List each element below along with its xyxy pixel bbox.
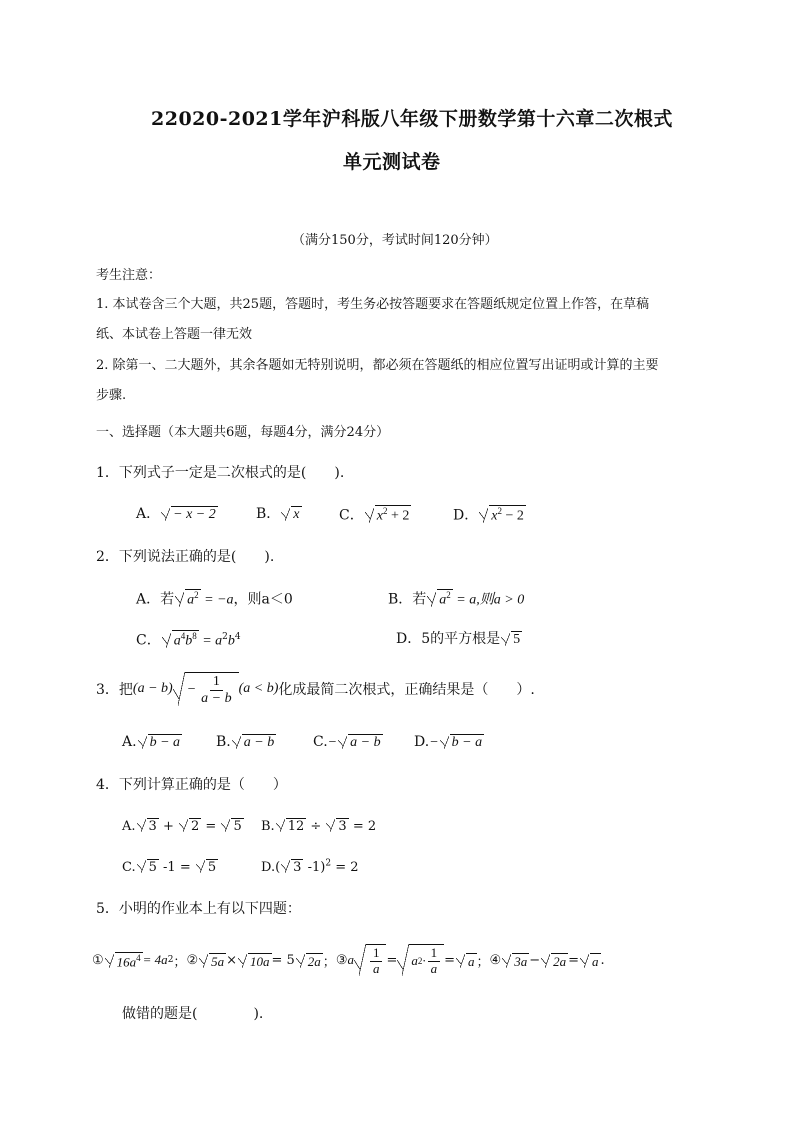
question-4-option-d: [261, 857, 359, 875]
question-5-statements: [92, 938, 605, 982]
radicand: a: [592, 953, 599, 969]
notice-item1-line1: 1. 本试卷含三个大题，共25题，答题时，考生务必按答题要求在答题纸规定位置上作答，在草稿: [96, 297, 650, 312]
option-label: C．: [136, 632, 161, 649]
question-3-option-c: [313, 732, 383, 751]
equals: =: [201, 819, 221, 834]
question-2-option-c: [136, 628, 241, 650]
option-label: D.: [414, 734, 430, 750]
operator: ÷: [306, 819, 326, 834]
option-label: A．若: [136, 591, 175, 608]
question-4-option-a: [122, 816, 244, 834]
coefficient: a: [347, 952, 354, 967]
equals: =: [444, 952, 456, 968]
radicand: 2: [190, 819, 200, 834]
page-title-line1: 22020-2021学年沪科版八年级下册数学第十六章二次根式: [151, 108, 673, 130]
equation-rhs: = a: [198, 633, 223, 649]
paren-open: (: [275, 860, 281, 875]
equals: =: [568, 952, 580, 968]
radicand: 5a: [211, 953, 225, 969]
option-label: A．: [136, 506, 161, 522]
dot-operator: ·: [422, 953, 426, 968]
equals: = 2: [331, 860, 359, 875]
notice-heading: 考生注意：: [96, 268, 162, 283]
exponent: 2: [222, 632, 228, 642]
question-1-stem: 1．下列式子一定是二次根式的是( ).: [96, 465, 345, 481]
radicand: 3: [338, 819, 347, 834]
question-3-prefix: 3．把: [96, 682, 133, 698]
end-mark: .: [600, 952, 605, 968]
exponent: 2: [194, 590, 199, 600]
question-5-prompt: 做错的题是( ).: [122, 1006, 264, 1022]
question-4-option-c: [122, 857, 218, 875]
exponent: 2: [497, 506, 502, 516]
question-5-stem: 5．小明的作业本上有以下四题：: [96, 901, 301, 917]
radicand: 5: [148, 860, 157, 875]
fraction-numerator: 1: [370, 946, 383, 961]
radicand: 5: [207, 860, 217, 875]
radicand: b − a: [149, 735, 181, 750]
option-label: A.: [122, 734, 137, 750]
notice-item1-line2: 纸、本试卷上答题一律无效: [96, 327, 253, 342]
equals: = 2: [348, 819, 377, 834]
radicand: 3a: [514, 953, 528, 969]
question-1-option-b: [256, 503, 302, 523]
question-3-option-b: [216, 732, 276, 751]
radicand: 2a: [307, 953, 321, 969]
option-label: C.: [313, 734, 328, 750]
option-label: C.: [122, 860, 136, 875]
radicand: a − b: [350, 735, 381, 750]
radicand: b − a: [451, 735, 483, 750]
option-label: D．5的平方根是: [396, 631, 501, 647]
operator: -1 =: [158, 860, 195, 875]
exponent: 2: [167, 955, 174, 965]
radicand: 12: [287, 819, 305, 834]
exponent: 4: [136, 952, 141, 963]
equals: =: [386, 952, 398, 968]
equation-rhs: = 4a: [142, 952, 168, 967]
exponent: 4: [234, 632, 241, 642]
item-marker-1: ①: [92, 952, 104, 968]
radicand-tail: + 2: [387, 508, 410, 524]
question-2-option-a: [136, 587, 293, 609]
question-1-option-a: [136, 503, 218, 523]
question-1-option-c: [339, 503, 411, 525]
question-3-factor: (a − b): [132, 681, 173, 696]
equals: = 5: [271, 952, 295, 968]
fraction-numerator: 1: [210, 674, 223, 690]
notice-item2-line1: 2. 除第一、二大题外，其余各题如无特别说明，都必须在答题纸的相应位置写出证明或计算的主要: [96, 358, 659, 373]
radicand: 3: [293, 860, 302, 875]
option-label: B．: [256, 506, 281, 522]
radicand: a − b: [243, 735, 275, 750]
question-4-stem: 4．下列计算正确的是（ ）: [96, 777, 287, 793]
question-4-option-b: [261, 816, 376, 834]
question-2-option-d: [396, 628, 522, 648]
conclusion: ，则a＜0: [233, 591, 293, 608]
radicand: − x − 2: [173, 507, 216, 522]
paren-close: -1): [303, 860, 326, 875]
item-marker-3: ③: [335, 952, 348, 968]
question-3-stem: [96, 664, 535, 714]
exponent: 2: [382, 506, 388, 516]
option-label: A.: [122, 819, 136, 834]
radicand: 16a: [116, 954, 137, 970]
radicand: 3: [148, 819, 157, 834]
conclusion: 则a > 0: [479, 592, 525, 608]
question-2-option-b: [388, 587, 524, 609]
equation-rhs: = −a: [200, 592, 234, 608]
radicand: 5: [513, 632, 521, 647]
operator: +: [158, 819, 178, 834]
option-label: B.: [216, 734, 231, 750]
fraction-denominator: a: [430, 960, 438, 976]
radicand: a: [468, 953, 475, 969]
question-2-stem: 2．下列说法正确的是( ).: [96, 549, 275, 565]
radicand: 2a: [553, 953, 567, 969]
page-title-line2: 单元测试卷: [343, 151, 441, 173]
separator: ；: [476, 954, 490, 970]
option-label: C．: [339, 507, 364, 524]
exponent: 4: [180, 631, 186, 641]
fraction-denominator: a: [372, 960, 380, 976]
exponent: 2: [325, 858, 332, 869]
equation-rhs: b: [227, 633, 235, 649]
separator: ；: [173, 954, 187, 970]
exponent: 2: [417, 956, 423, 966]
option-label: D．: [453, 507, 479, 524]
operator: −: [529, 952, 541, 968]
option-label: B．若: [388, 591, 427, 608]
item-marker-4: ④: [489, 952, 502, 968]
radicand-base: x: [376, 508, 383, 524]
minus-sign: −: [429, 735, 439, 750]
notice-item2-line2: 步骤.: [96, 388, 127, 403]
radicand-base: a: [411, 953, 418, 968]
question-3-radical: [173, 672, 239, 706]
option-label: D.: [261, 860, 276, 875]
exponent: 2: [446, 590, 451, 600]
radicand-base: x: [491, 508, 498, 524]
radicand-base: a: [187, 592, 195, 608]
separator: ；: [322, 954, 336, 970]
radicand-base: a: [439, 592, 447, 608]
fraction-numerator: 1: [428, 946, 441, 961]
equation-rhs: = a,: [452, 592, 480, 608]
section-heading: 一、选择题（本大题共6题，每题4分，满分24分）: [96, 425, 390, 440]
radicand: 10a: [250, 953, 270, 969]
fraction-denominator: a − b: [201, 690, 232, 706]
question-3-option-a: [122, 732, 182, 751]
question-3-option-d: [414, 732, 484, 751]
minus-sign: −: [186, 682, 197, 697]
exponent: 8: [192, 631, 197, 641]
question-1-option-d: [453, 503, 526, 525]
radicand-base: a: [173, 633, 181, 649]
option-label: B.: [261, 819, 275, 834]
question-3-suffix: 化成最简二次根式，正确结果是（ ）.: [278, 682, 535, 698]
radicand: 5: [233, 819, 242, 834]
radicand: x: [293, 507, 300, 522]
exam-subtitle: （满分150分，考试时间120分钟）: [292, 233, 498, 248]
item-marker-2: ②: [186, 952, 199, 968]
radicand-base: b: [185, 633, 193, 649]
radicand-tail: − 2: [501, 508, 524, 524]
minus-sign: −: [327, 735, 338, 750]
question-3-condition: (a < b): [238, 681, 279, 696]
operator: ×: [226, 952, 237, 968]
